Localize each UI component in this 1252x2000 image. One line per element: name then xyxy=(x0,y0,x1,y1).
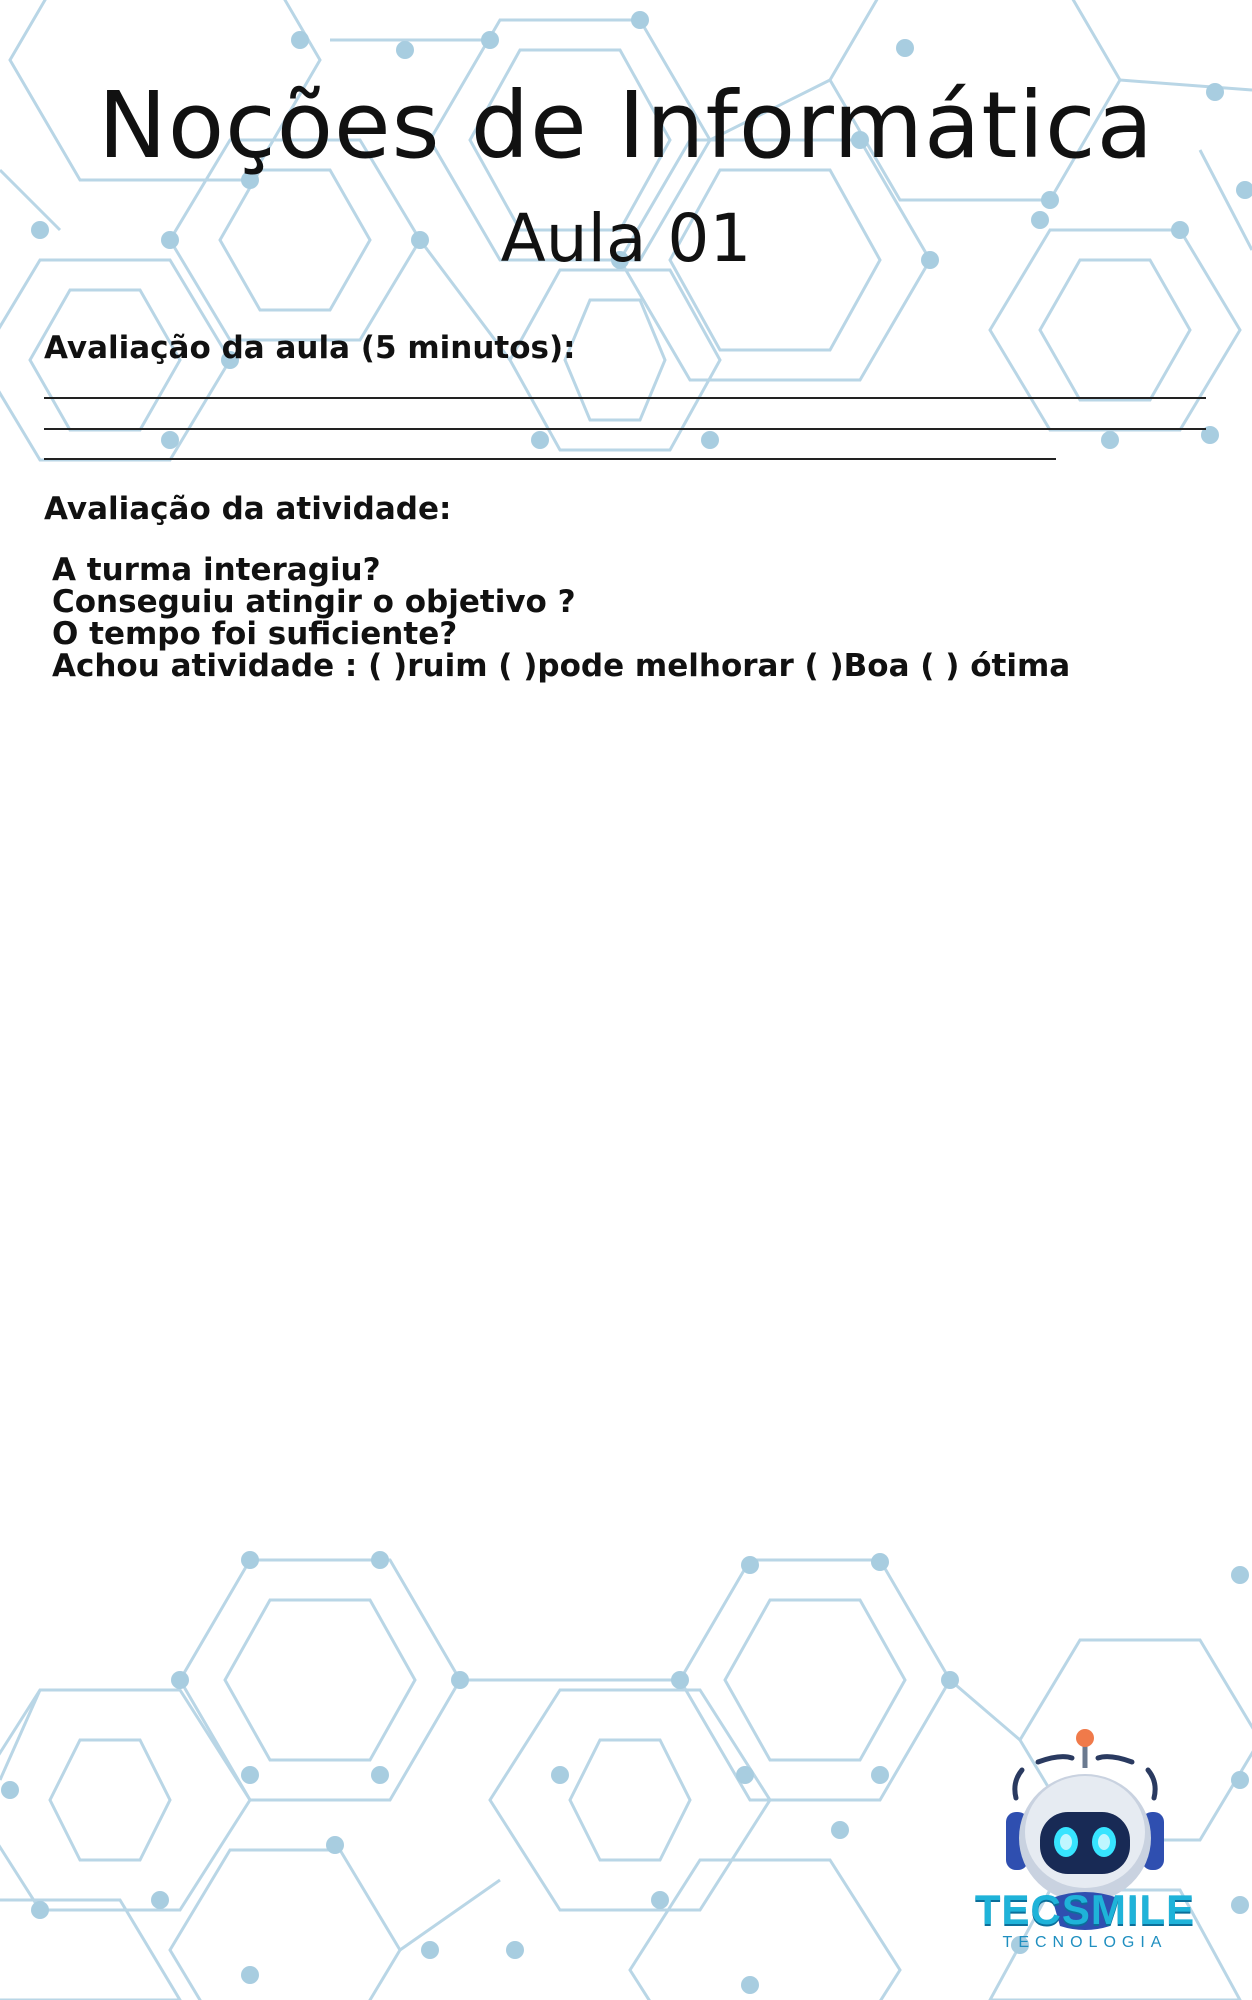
brand-name: TECSMILE xyxy=(974,1886,1196,1933)
brand-tagline: TECNOLOGIA xyxy=(1002,1934,1168,1951)
activity-questions xyxy=(52,554,1070,682)
lesson-evaluation-label: Avaliação da aula (5 minutos): xyxy=(44,330,576,366)
page-title: Noções de Informática xyxy=(98,72,1154,179)
lesson-subtitle: Aula 01 xyxy=(500,200,752,277)
list-item: Achou atividade : ( )ruim ( )pode melhorar ( )Boa ( ) ótima xyxy=(52,648,1071,684)
list-item: Conseguiu atingir o objetivo ? xyxy=(52,584,576,620)
answer-line xyxy=(44,428,1206,430)
list-item: O tempo foi suficiente? xyxy=(52,616,458,652)
list-item: A turma interagiu? xyxy=(52,552,381,588)
answer-line xyxy=(44,458,1056,460)
activity-evaluation-label: Avaliação da atividade: xyxy=(44,491,452,527)
answer-line xyxy=(44,397,1206,399)
